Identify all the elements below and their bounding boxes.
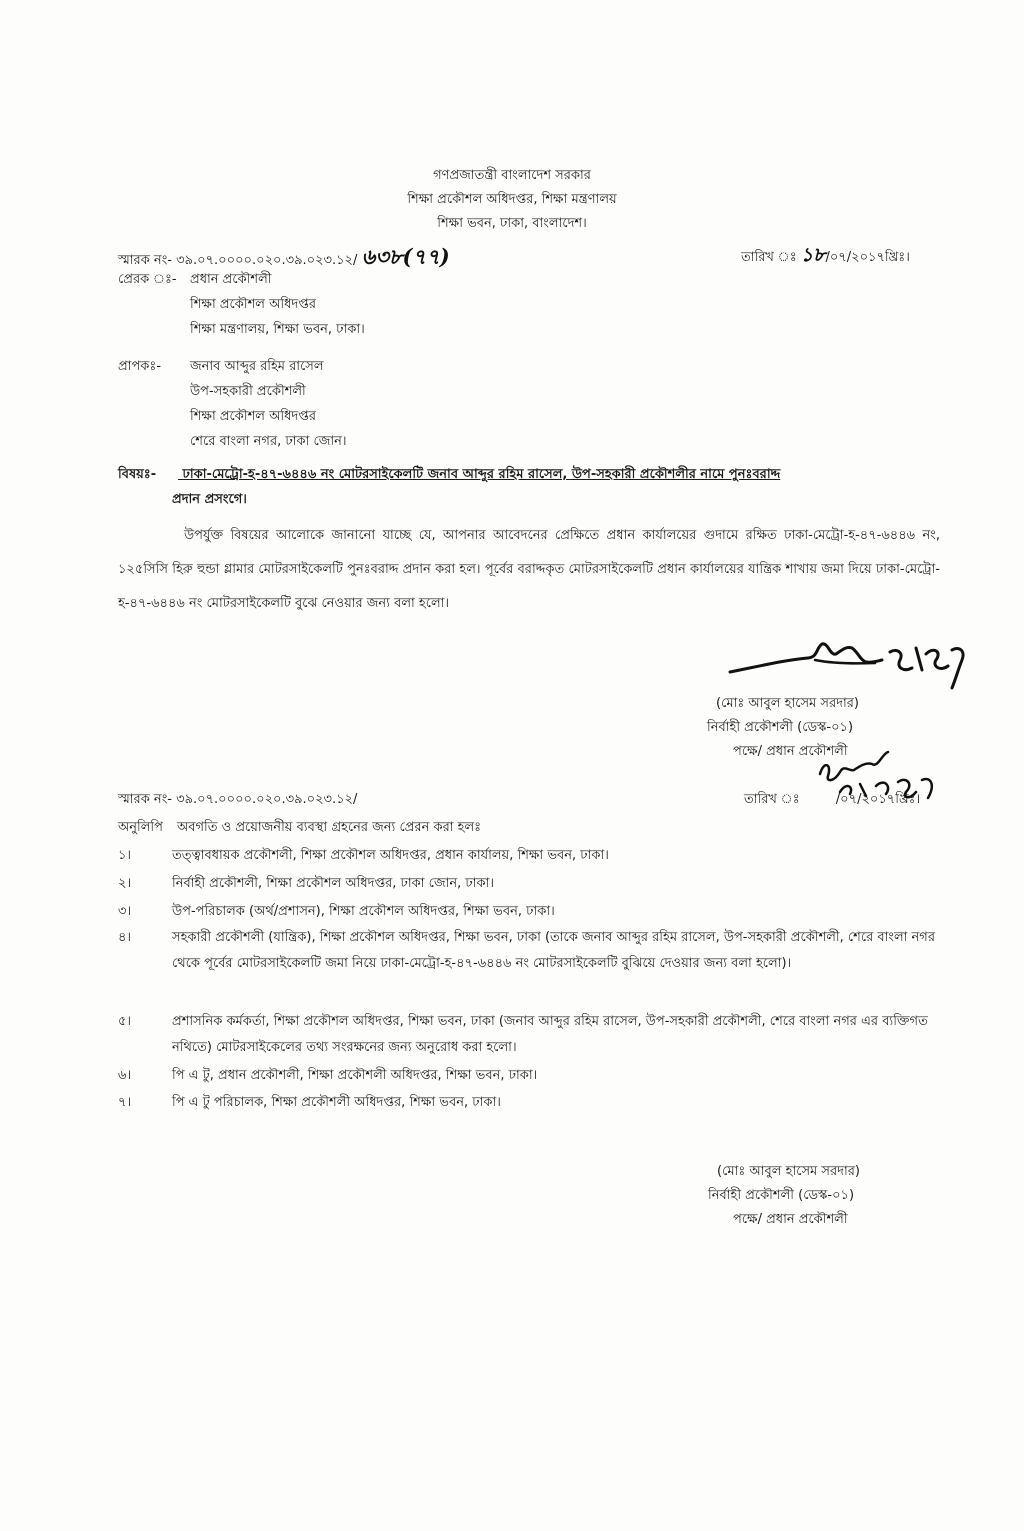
- cc-item-number: ৫।: [118, 1014, 132, 1029]
- signature-scribble: [690, 630, 990, 700]
- recipient-label: প্রাপকঃ-: [118, 359, 162, 374]
- sender-line: শিক্ষা প্রকৌশল অধিদপ্তর: [190, 297, 317, 312]
- subject: [118, 462, 938, 512]
- subject-line-2: প্রদান প্রসংগে।: [172, 492, 247, 507]
- cc-item: [118, 871, 938, 897]
- body-paragraph: উপর্যুক্ত বিষয়ের আলোকে জানানো যাচ্ছে যে, আপনার আবেদনের প্রেক্ষিতে প্রধান কার্যালয়ের গুদামে রক্ষিত ঢাকা-মেট্রো-হ-৪৭-৬৪৪৬ নং, ১২৫সিসি হিরু হুন্ডা গ্লামার মোটরসাইকেলটি পুনঃবরাদ্দ প্রদান করা হল। পূর্বের বরাদ্দকৃত মোটরসাইকেলটি প্রধান কার্যালয়ের যান্ত্রিক শাখায় জমা দিয়ে ঢাকা-মেট্রো-হ-৪৭-৬৪৪৬ নং মোটরসাইকেলটি বুঝে নেওয়ার জন্য বলা হলো।: [118, 528, 940, 611]
- recipient-line: উপ-সহকারী প্রকৌশলী: [190, 384, 306, 399]
- cc-item-number: ৭।: [118, 1095, 132, 1110]
- cc-intro: অবগতি ও প্রয়োজনীয় ব্যবস্থা গ্রহনের জন্য প্রেরন করা হলঃ: [177, 820, 482, 835]
- signer-name: (মোঃ আবুল হাসেম সরদার): [716, 696, 859, 711]
- subject-line-1: ঢাকা-মেট্রো-হ-৪৭-৬৪৪৬ নং মোটরসাইকেলটি জনাব আব্দুর রহিম রাসেল, উপ-সহকারী প্রকৌশলীর নামে পুনঃবরাদ্দ: [182, 467, 781, 482]
- recipient-line: শেরে বাংলা নগর, ঢাকা জোন।: [190, 434, 347, 449]
- sender-line: প্রধান প্রকৌশলী: [190, 272, 272, 287]
- cc-item-text: নির্বাহী প্রকৌশলী, শিক্ষা প্রকৌশল অধিদপ্তর, ঢাকা জোন, ঢাকা।: [172, 876, 495, 891]
- memo2-number: ৩৯.০৭.০০০০.০২০.৩৯.০২৩.১২/: [176, 792, 358, 807]
- memo2-label: স্মারক নং-: [118, 792, 172, 807]
- department-title: শিক্ষা প্রকৌশল অধিদপ্তর, শিক্ষা মন্ত্রণালয়: [407, 192, 617, 207]
- cc-item-text: পি এ টু, প্রধান প্রকৌশলী, শিক্ষা প্রকৌশলী অধিদপ্তর, শিক্ষা ভবন, ঢাকা।: [172, 1068, 538, 1083]
- memo2-date: [744, 790, 920, 811]
- cc-item-text: উপ-পরিচালক (অর্থ/প্রশাসন), শিক্ষা প্রকৌশল অধিদপ্তর, শিক্ষা ভবন, ঢাকা।: [172, 904, 555, 919]
- memo-date-handwritten: ১৮: [800, 244, 826, 266]
- signer2-on-behalf: পক্ষে/ প্রধান প্রকৌশলী: [733, 1212, 848, 1227]
- recipient-line: জনাব আব্দুর রহিম রাসেল: [190, 359, 324, 374]
- signer2-title: নির্বাহী প্রকৌশলী (ডেস্ক-০১): [708, 1188, 855, 1203]
- address-title: শিক্ষা ভবন, ঢাকা, বাংলাদেশ।: [437, 216, 587, 231]
- sender-line: শিক্ষা মন্ত্রণালয়, শিক্ষা ভবন, ঢাকা।: [190, 322, 365, 337]
- memo-date: [741, 241, 910, 273]
- signer-on-behalf: পক্ষে/ প্রধান প্রকৌশলী: [733, 744, 848, 759]
- cc-item-text: পি এ টু পরিচালক, শিক্ষা প্রকৌশলী অধিদপ্তর, শিক্ষা ভবন, ঢাকা।: [172, 1095, 501, 1110]
- cc-item-text: সহকারী প্রকৌশলী (যান্ত্রিক), শিক্ষা প্রকৌশল অধিদপ্তর, শিক্ষা ভবন, ঢাকা (তাকে জনাব আব্দুর রহিম রাসেল, উপ-সহকারী প্রকৌশলী, শেরে বাংলা নগর থেকে পূর্বের মোটরসাইকেলটি জমা নিয়ে ঢাকা-মেট্রো-হ-৪৭-৬৪৪৬ নং মোটরসাইকেলটি বুঝিয়ে দেওয়ার জন্য বলা হলো)।: [172, 930, 935, 971]
- cc-label: অনুলিপি: [118, 820, 163, 835]
- cc-item-number: ১।: [118, 848, 132, 863]
- cc-item: [118, 1009, 938, 1061]
- memo2-date-label: তারিখ ঃ: [744, 792, 800, 807]
- memo2-line: [118, 790, 357, 811]
- govt-title: গণপ্রজাতন্ত্রী বাংলাদেশ সরকার: [433, 168, 591, 183]
- cc-item: [118, 843, 938, 869]
- recipient-line: শিক্ষা প্রকৌশল অধিদপ্তর: [190, 409, 317, 424]
- subject-label: বিষয়ঃ-: [118, 467, 157, 482]
- memo-number: ৩৯.০৭.০০০০.০২০.৩৯.০২৩.১২/: [176, 253, 358, 268]
- sender-label: প্রেরক ঃ-: [118, 272, 177, 287]
- cc-item: [118, 925, 938, 977]
- cc-item-number: ৩।: [118, 904, 132, 919]
- memo-handwritten-suffix: ৬৩৮(৭৭): [361, 244, 450, 269]
- signer2-name: (মোঃ আবুল হাসেম সরদার): [717, 1164, 860, 1179]
- memo-date-rest: /০৭/২০১৭খ্রিঃ।: [825, 250, 910, 265]
- cc-item-number: ২।: [118, 876, 132, 891]
- signer-title: নির্বাহী প্রকৌশলী (ডেস্ক-০১): [707, 720, 854, 735]
- cc-item-number: ৬।: [118, 1068, 132, 1083]
- memo2-date-rest: /০৭/২০১৭খ্রিঃ।: [835, 792, 921, 807]
- cc-item: [118, 1090, 938, 1116]
- cc-item-text: প্রশাসনিক কর্মকর্তা, শিক্ষা প্রকৌশল অধিদপ্তর, শিক্ষা ভবন, ঢাকা (জনাব আব্দুর রহিম রাসেল, উপ-সহকারী প্রকৌশলী, শেরে বাংলা নগর এর ব্যক্তিগত নথিতে) মোটরসাইকেলের তথ্য সংরক্ষনের জন্য অনুরোধ করা হলো।: [172, 1014, 928, 1055]
- cc-item-number: ৪।: [118, 930, 132, 945]
- cc-item-text: তত্ত্বাবধায়ক প্রকৌশলী, শিক্ষা প্রকৌশল অধিদপ্তর, প্রধান কার্যালয়, শিক্ষা ভবন, ঢাকা।: [172, 848, 609, 863]
- cc-item: [118, 1063, 938, 1089]
- cc-item: [118, 899, 938, 925]
- memo-date-label: তারিখ ঃ: [741, 250, 797, 265]
- memo-label: স্মারক নং-: [118, 253, 172, 268]
